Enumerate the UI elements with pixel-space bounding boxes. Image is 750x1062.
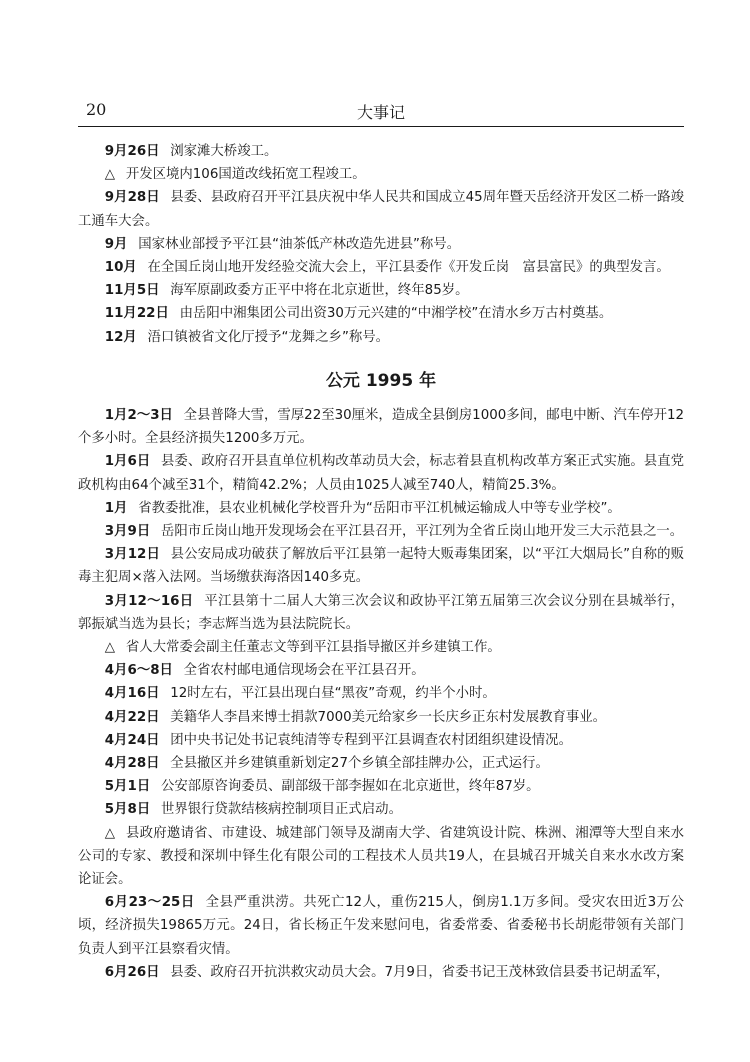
entry-text: 公安部原咨询委员、副部级干部李握如在北京逝世，终年87岁。 bbox=[160, 779, 540, 795]
entry-date: 11月22日 bbox=[104, 306, 169, 322]
chronicle-entry bbox=[78, 891, 684, 961]
chronicle-entry bbox=[78, 752, 684, 775]
entry-date: 6月23～25日 bbox=[104, 895, 195, 911]
entry-text: 省教委批准，县农业机械化学校晋升为“岳阳市平江机械运输成人中等专业学校”。 bbox=[138, 500, 621, 516]
entry-date: 3月12日 bbox=[104, 547, 160, 563]
entry-text: 全县普降大雪，雪厚22至30厘米，造成全县倒房1000多间，邮电中断、汽车停开12个多小时。全县经济损失1200多万元。 bbox=[78, 408, 684, 447]
entry-date: △ bbox=[104, 167, 116, 183]
entry-text: 团中央书记处书记袁纯清等专程到平江县调查农村团组织建设情况。 bbox=[170, 732, 572, 748]
entry-date: △ bbox=[104, 640, 116, 656]
entry-date: 1月2～3日 bbox=[104, 408, 173, 423]
entry-text: 世界银行贷款结核病控制项目正式启动。 bbox=[160, 802, 402, 818]
entry-text: 岳阳市丘岗山地开发现场会在平江县召开，平江列为全省丘岗山地开发三大示范县之一。 bbox=[160, 524, 684, 540]
entry-date: 4月28日 bbox=[104, 756, 160, 772]
chronicle-entry bbox=[78, 706, 684, 729]
chronicle-entry bbox=[78, 659, 684, 682]
chronicle-entry bbox=[78, 543, 684, 589]
entry-date: 9月28日 bbox=[104, 190, 160, 206]
chronicle-entry bbox=[78, 497, 684, 520]
chronicle-entry bbox=[78, 729, 684, 752]
entry-text: 浏家滩大桥竣工。 bbox=[170, 144, 278, 159]
entry-date: 3月12～16日 bbox=[104, 593, 194, 609]
entry-date: 5月8日 bbox=[104, 802, 151, 818]
entries-1995 bbox=[78, 404, 684, 984]
chronicle-entry bbox=[78, 798, 684, 821]
entry-date: 4月16日 bbox=[104, 686, 160, 702]
chronicle-entry bbox=[78, 636, 684, 659]
entry-text: 美籍华人李昌来博士捐款7000美元给家乡一长庆乡正东村发展教育事业。 bbox=[170, 709, 607, 725]
running-title: 大事记 bbox=[356, 103, 405, 122]
chronicle-entry bbox=[78, 140, 684, 163]
entry-text: 全省农村邮电通信现场会在平江县召开。 bbox=[183, 663, 425, 679]
entry-text: 浯口镇被省文化厅授予“龙舞之乡”称号。 bbox=[147, 329, 390, 345]
entry-date: 4月24日 bbox=[104, 732, 160, 748]
entry-text: 县委、政府召开县直单位机构改革动员大会，标志着县直机构改革方案正式实施。县直党政机构由64个减至31个，精简42.2%；人员由1025人减至740人，精简25.3%。 bbox=[78, 454, 684, 493]
entry-date: 9月 bbox=[104, 236, 128, 252]
chronicle-entry bbox=[78, 233, 684, 256]
chronicle-entry bbox=[78, 256, 684, 279]
entry-text: 县委、县政府召开平江县庆祝中华人民共和国成立45周年暨天岳经济开发区二桥一路竣工通车大会。 bbox=[78, 190, 684, 229]
page-header bbox=[78, 96, 684, 127]
entry-text: 开发区境内106国道改线拓宽工程竣工。 bbox=[125, 167, 366, 183]
entry-date: 10月 bbox=[104, 260, 137, 276]
entry-date: 12月 bbox=[104, 329, 137, 345]
entry-text: 全县撤区并乡建镇重新划定27个乡镇全部挂牌办公，正式运行。 bbox=[170, 756, 549, 772]
chronicle-entry bbox=[78, 163, 684, 186]
chronicle-entry bbox=[78, 404, 684, 450]
entry-date: 6月26日 bbox=[104, 964, 160, 980]
entry-date: 4月22日 bbox=[104, 709, 160, 725]
entry-text: 平江县第十二届人大第三次会议和政协平江第五届第三次会议分别在县城举行，郭振斌当选为县长；李志辉当选为县法院院长。 bbox=[78, 593, 684, 632]
entry-text: 海军原副政委方正平中将在北京逝世，终年85岁。 bbox=[170, 283, 469, 299]
entry-text: 在全国丘岗山地开发经验交流大会上，平江县委作《开发丘岗 富县富民》的典型发言。 bbox=[147, 260, 670, 276]
entries-1994 bbox=[78, 140, 684, 349]
chronicle-entry bbox=[78, 302, 684, 325]
entry-text: 国家林业部授予平江县“油茶低产林改造先进县”称号。 bbox=[138, 236, 461, 252]
entry-date: 4月6～8日 bbox=[104, 663, 173, 679]
entry-text: 县政府邀请省、市建设、城建部门领导及湖南大学、省建筑设计院、株洲、湘潭等大型自来水公司的专家、教授和深圳中铎生化有限公司的工程技术人员共19人，在县城召开城关自来水水改方案论证会。 bbox=[78, 825, 684, 888]
entry-text: 县公安局成功破获了解放后平江县第一起特大贩毒集团案，以“平江大烟局长”自称的贩毒主犯周×落入法网。当场缴获海洛因140多克。 bbox=[78, 547, 684, 586]
entry-text: 由岳阳中湘集团公司出资30万元兴建的“中湘学校”在清水乡万古村奠基。 bbox=[179, 306, 613, 322]
entry-date: 1月 bbox=[104, 500, 128, 516]
entry-date: 11月5日 bbox=[104, 283, 160, 299]
chronicle-entry bbox=[78, 326, 684, 349]
chronicle-entry bbox=[78, 682, 684, 705]
entry-date: 9月26日 bbox=[104, 144, 160, 159]
chronicle-entry bbox=[78, 186, 684, 232]
chronicle-entry bbox=[78, 279, 684, 302]
entry-text: 省人大常委会副主任董志文等到平江县指导撤区并乡建镇工作。 bbox=[125, 640, 501, 656]
entry-date: 5月1日 bbox=[104, 779, 151, 795]
chronicle-entry bbox=[78, 450, 684, 496]
page-number: 20 bbox=[86, 100, 107, 119]
entry-date: 3月9日 bbox=[104, 524, 151, 540]
entry-text: 12时左右，平江县出现白昼“黑夜”奇观，约半个小时。 bbox=[170, 686, 496, 702]
chronicle-entry bbox=[78, 822, 684, 892]
chronicle-entry bbox=[78, 961, 684, 984]
year-heading: 公元 1995 年 bbox=[325, 371, 437, 391]
entry-date: 1月6日 bbox=[104, 454, 151, 470]
chronicle-entry bbox=[78, 775, 684, 798]
chronicle-entry bbox=[78, 520, 684, 543]
chronicle-entry bbox=[78, 590, 684, 636]
entry-text: 全县严重洪涝。共死亡12人，重伤215人，倒房1.1万多间。受灾农田近3万公顷，经济损失19865万元。24日，省长杨正午发来慰问电，省委常委、省委秘书长胡彪带领有关部门负责人到平江县察看灾情。 bbox=[78, 895, 684, 957]
entry-date: △ bbox=[104, 825, 116, 841]
entry-text: 县委、政府召开抗洪救灾动员大会。7月9日，省委书记王茂林致信县委书记胡孟军， bbox=[170, 964, 670, 980]
